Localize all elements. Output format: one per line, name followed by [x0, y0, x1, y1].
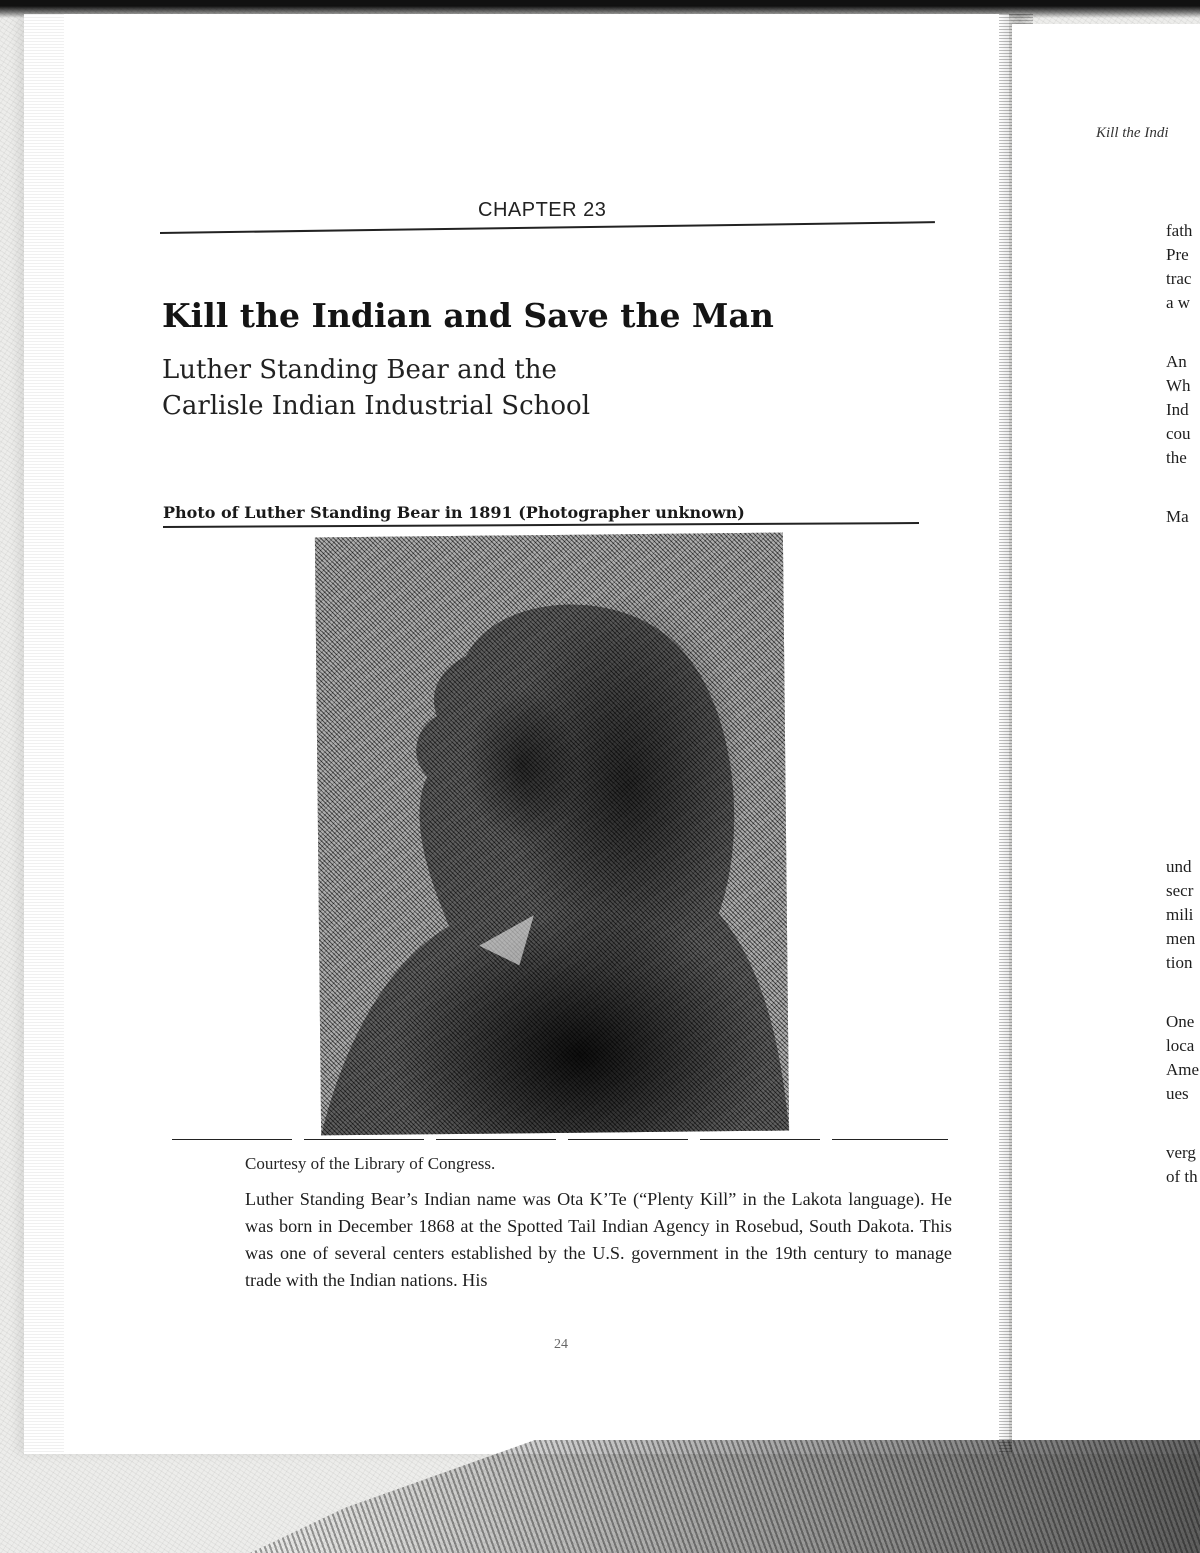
text-fragment: und	[1166, 857, 1192, 876]
text-fragment: trac	[1166, 269, 1192, 288]
text-fragment: men	[1166, 929, 1196, 948]
text-fragment: ues	[1166, 1084, 1189, 1103]
chapter-label: CHAPTER 23	[478, 199, 607, 221]
text-fragment: Ind	[1166, 400, 1189, 419]
right-book-page	[1012, 24, 1200, 1454]
page-subtitle	[162, 352, 722, 424]
text-fragment: mili	[1166, 905, 1194, 924]
page-title: Kill the Indian and Save the Man	[162, 296, 774, 335]
photo-credit: Courtesy of the Library of Congress.	[245, 1154, 496, 1173]
text-fragment: fath	[1166, 221, 1193, 240]
text-fragment: cou	[1166, 424, 1191, 443]
text-fragment: secr	[1166, 881, 1194, 900]
text-fragment: Wh	[1166, 376, 1191, 395]
photo-caption: Photo of Luther Standing Bear in 1891 (Photographer unknown)	[163, 503, 745, 522]
portrait-photo	[315, 533, 789, 1136]
text-fragment: loca	[1166, 1036, 1195, 1055]
page-number: 24	[554, 1337, 568, 1352]
text-fragment: verg	[1166, 1143, 1196, 1162]
text-fragment: a w	[1166, 293, 1191, 312]
photo-rule	[172, 1139, 948, 1140]
text-fragment: Ame	[1166, 1060, 1200, 1079]
text-fragment: of th	[1166, 1167, 1198, 1186]
text-fragment: Ma	[1166, 507, 1189, 526]
running-head: Kill the Indi	[1096, 125, 1169, 141]
portrait-silhouette	[315, 533, 789, 1136]
body-paragraph: Luther Standing Bear’s Indian name was Ota K’Te (“Plenty Kill” in the Lakota language). He was born in December 1868 at the Spotted Tail Indian Agency in Rosebud, South Dakota. This was one of several centers established by the U.S. government in the 19th century to manage trade with the Indian nations. His	[245, 1189, 952, 1290]
text-fragment: tion	[1166, 953, 1193, 972]
text-fragment: Pre	[1166, 245, 1189, 264]
text-fragment: One	[1166, 1012, 1195, 1031]
text-fragment: the	[1166, 448, 1187, 467]
page-edge	[24, 14, 64, 1454]
text-fragment: An	[1166, 352, 1187, 371]
subtitle-line: Carlisle Indian Industrial School	[162, 391, 591, 421]
subtitle-line: Luther Standing Bear and the	[162, 355, 557, 385]
